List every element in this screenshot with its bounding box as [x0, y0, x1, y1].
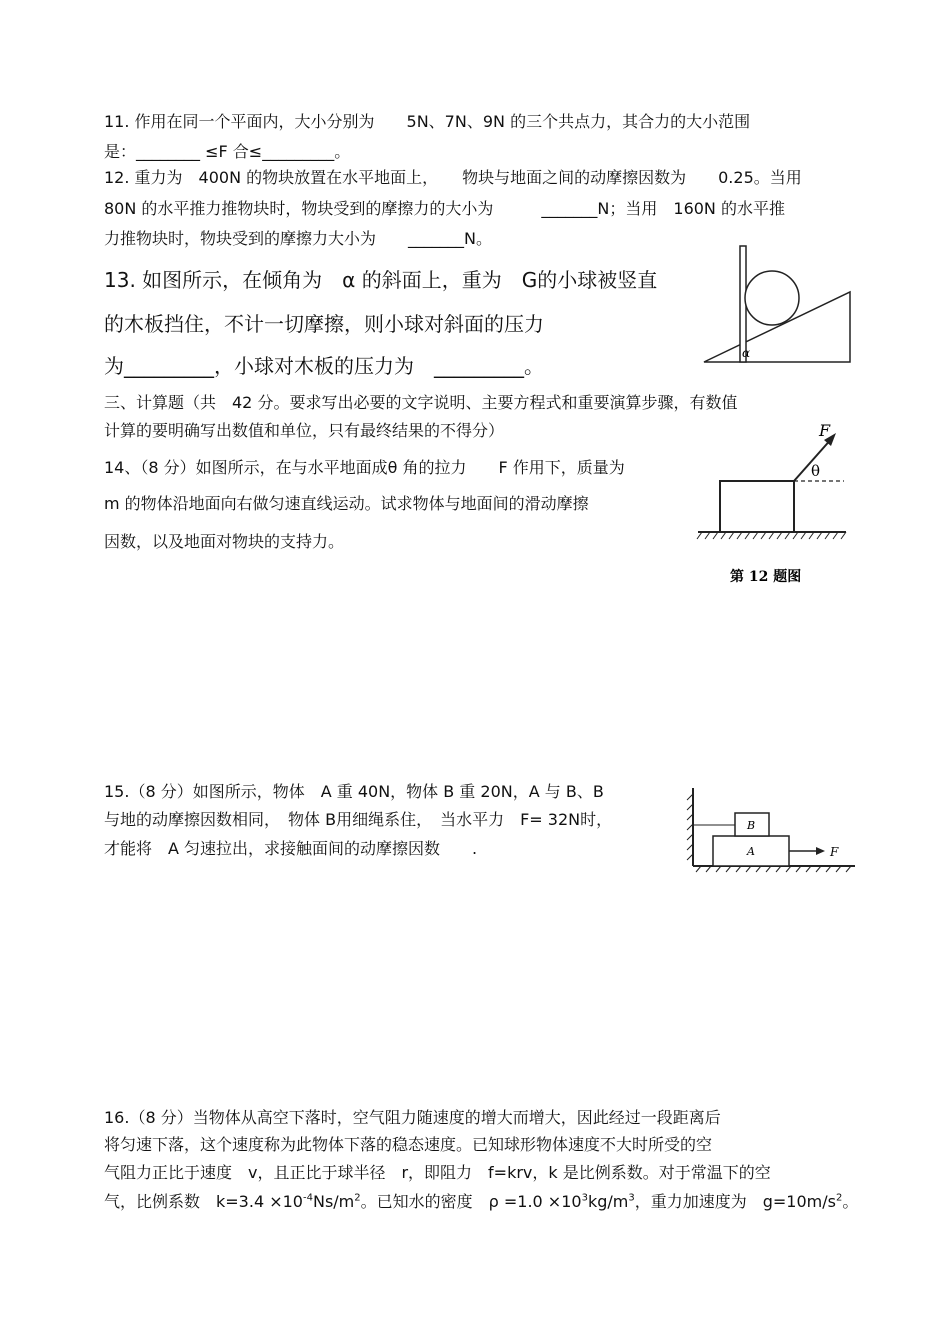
q16-exp-3: 3: [581, 1192, 588, 1204]
ground-hatch: [697, 532, 846, 539]
q16-exp-2: 2: [354, 1192, 361, 1204]
q11-line1: 11. 作用在同一个平面内，大小分别为 5N、7N、9N 的三个共点力，其合力的大小范围: [104, 112, 751, 131]
q16-line4-part-c: 。已知水的密度 ρ =1.0 ×10: [360, 1192, 582, 1211]
q16-line4-part-d: kg/m: [587, 1192, 629, 1211]
force-f-label: F: [819, 421, 831, 440]
ball: [745, 271, 799, 325]
label-a: A: [747, 845, 755, 858]
q13-line2: 的木板挡住，不计一切摩擦，则小球对斜面的压力: [104, 312, 544, 336]
q15-line2: 与地的动摩擦因数相同， 物体 B用细绳系住， 当水平力 F= 32N时，: [104, 810, 613, 829]
q11-line2: 是：________ ≤F 合≤_________。: [104, 142, 351, 161]
q16-line4-part-a: 气，比例系数 k=3.4 ×10: [104, 1192, 303, 1211]
q12-line1: 12. 重力为 400N 的物块放置在水平地面上， 物块与地面之间的动摩擦因数为 0.25。当用: [104, 168, 802, 187]
pulled-block-figure: [696, 415, 854, 595]
q14-line3: 因数，以及地面对物块的支持力。: [104, 532, 345, 551]
q13-line1: 13. 如图所示，在倾角为 α 的斜面上，重为 G的小球被竖直: [104, 268, 658, 292]
q16-line3: 气阻力正比于速度 v，且正比于球半径 r，即阻力 f=krv，k 是比例系数。对于常温下的空: [104, 1163, 771, 1182]
angle-alpha-label: α: [742, 346, 751, 360]
q12-line2: 80N 的水平推力推物块时，物块受到的摩擦力的大小为 _______N；当用 160N 的水平推: [104, 199, 785, 218]
section3-line1: 三、计算题（共 42 分。要求写出必要的文字说明、主要方程式和重要演算步骤，有数值: [104, 393, 738, 412]
label-f: F: [830, 845, 839, 859]
q13-line3: 为_________，小球对木板的压力为 _________。: [104, 354, 544, 378]
pull-arrowhead: [816, 847, 825, 855]
q16-line4-part-f: 。: [842, 1192, 859, 1211]
q16-exp-1: -4: [302, 1192, 313, 1204]
q14-line2: m 的物体沿地面向右做匀速直线运动。试求物体与地面间的滑动摩擦: [104, 494, 589, 513]
q14-line1: 14、（8 分）如图所示，在与水平地面成θ 角的拉力 F 作用下，质量为: [104, 458, 625, 477]
q16-exp-4: 3: [628, 1192, 635, 1204]
q16-line4: [104, 1192, 858, 1212]
incline-ball-figure: [698, 240, 858, 370]
q16-exp-5: 2: [835, 1192, 843, 1204]
q15-line3: 才能将 A 匀速拉出，求接触面间的动摩擦因数 .: [104, 839, 478, 858]
label-b: B: [747, 819, 756, 832]
figure-caption: 第 12 题图: [730, 569, 802, 585]
q16-line4-part-b: Ns/m: [312, 1192, 355, 1211]
q16-line2: 将匀速下落，这个速度称为此物体下落的稳态速度。已知球形物体速度不大时所受的空: [104, 1135, 713, 1154]
stacked-blocks-figure: [683, 780, 863, 880]
q16-line1: 16.（8 分）当物体从高空下落时，空气阻力随速度的增大而增大，因此经过一段距离后: [104, 1108, 721, 1127]
block: [720, 481, 794, 532]
angle-theta-label: θ: [811, 462, 821, 480]
q15-line1: 15.（8 分）如图所示，物体 A 重 40N，物体 B 重 20N，A 与 B、B: [104, 782, 604, 801]
section3-line2: 计算的要明确写出数值和单位，只有最终结果的不得分）: [104, 421, 505, 440]
q12-line3: 力推物块时，物块受到的摩擦力大小为 _______N。: [104, 229, 492, 248]
q16-line4-part-e: ，重力加速度为 g=10m/s: [634, 1192, 836, 1211]
